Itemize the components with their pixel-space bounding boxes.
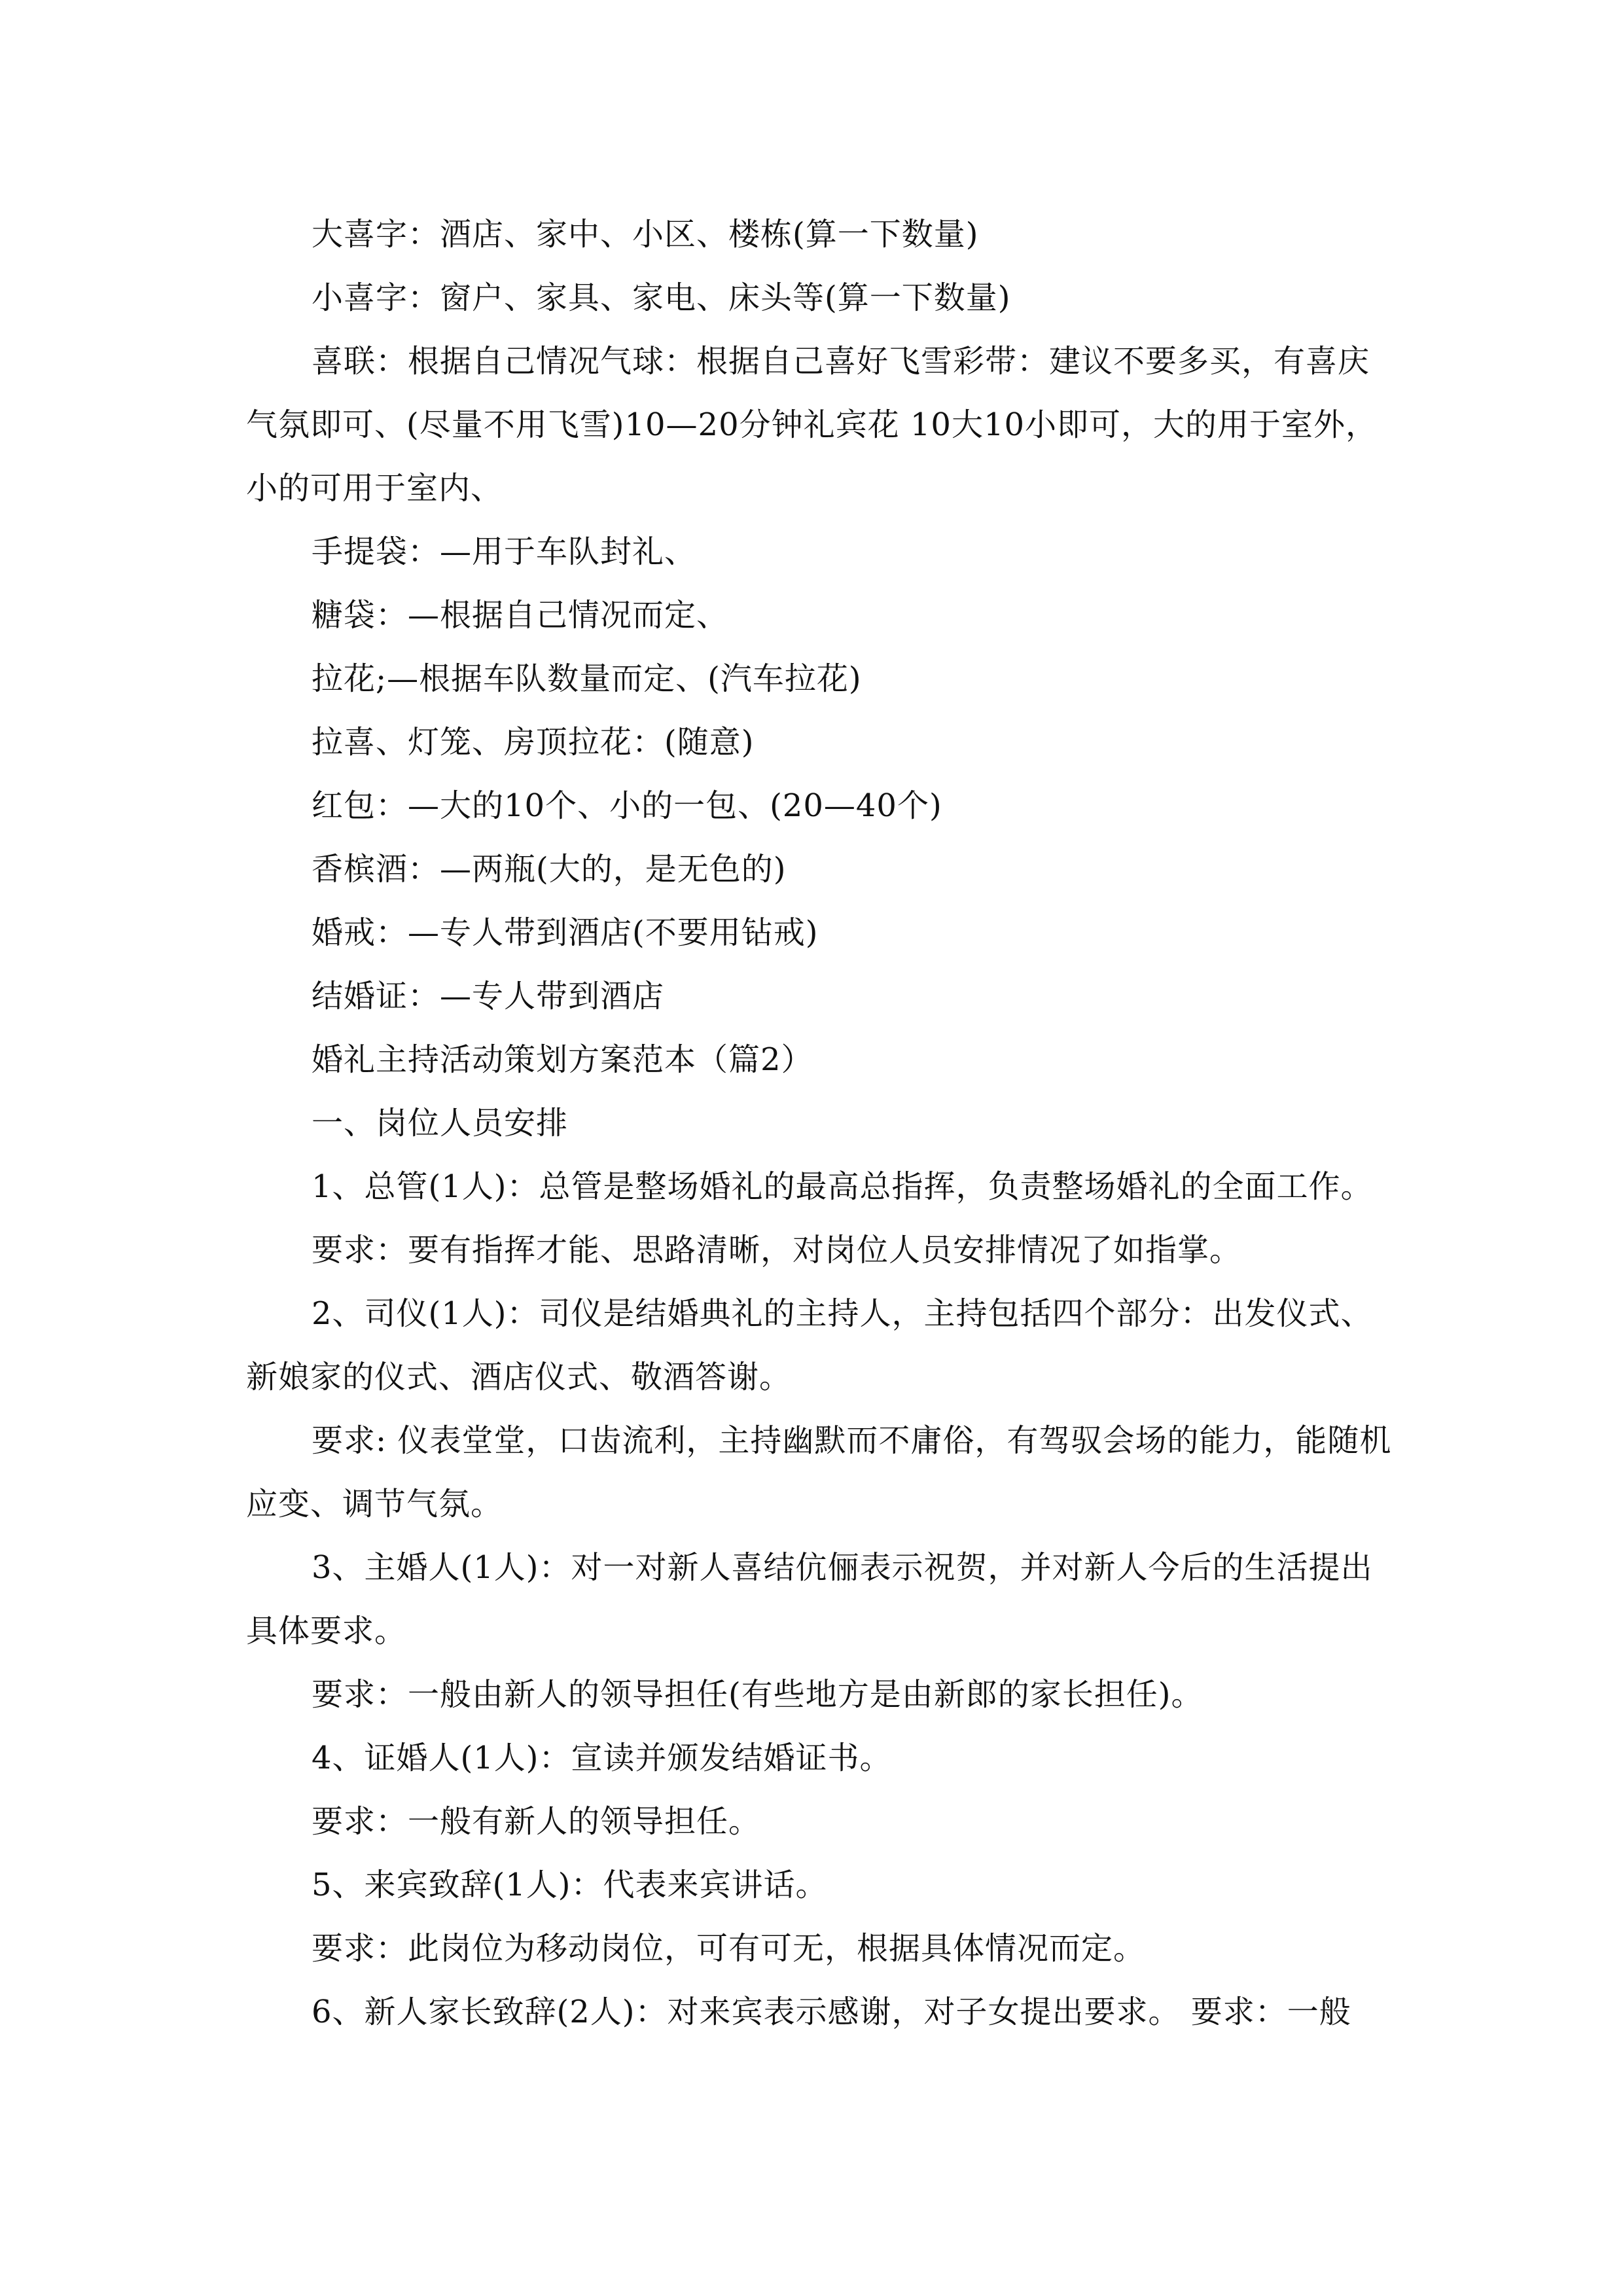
paragraph-role-host: 2、司仪(1人)：司仪是结婚典礼的主持人，主持包括四个部分：出发仪式、新娘家的仪式、酒店仪式、敬酒答谢。 xyxy=(246,1295,1373,1395)
paragraph-role-guest-speech: 5、来宾致辞(1人)：代表来宾讲话。 xyxy=(312,1867,828,1903)
paragraph-handbags: 手提袋：—用于车队封礼、 xyxy=(312,533,697,570)
paragraph-role-parents-speech: 6、新人家长致辞(2人)：对来宾表示感谢，对子女提出要求。 要求：一般 xyxy=(312,1994,1351,2030)
paragraph-requirement-manager: 要求：要有指挥才能、思路清晰，对岗位人员安排情况了如指掌。 xyxy=(312,1232,1242,1268)
paragraph-couplets-balloons: 喜联：根据自己情况气球：根据自己喜好飞雪彩带：建议不要多买，有喜庆气氛即可、(尽量不用飞雪)10—20分钟礼宾花 10大10小即可，大的用于室外，小的可用于室内、 xyxy=(246,343,1378,507)
paragraph-champagne: 香槟酒：—两瓶(大的，是无色的) xyxy=(312,851,787,888)
document-body xyxy=(246,203,1398,2044)
paragraph-car-ribbons: 拉花;—根据车队数量而定、(汽车拉花) xyxy=(312,660,862,697)
paragraph-requirement-witness: 要求：一般有新人的领导担任。 xyxy=(312,1803,761,1840)
paragraph-wedding-rings: 婚戒：—专人带到酒店(不要用钻戒) xyxy=(312,914,819,951)
paragraph-red-envelopes: 红包：—大的10个、小的一包、(20—40个) xyxy=(312,787,942,824)
paragraph-role-officiant: 3、主婚人(1人)：对一对新人喜结伉俪表示祝贺，并对新人今后的生活提出具体要求。 xyxy=(246,1549,1373,1649)
paragraph-requirement-guest-speech: 要求：此岗位为移动岗位，可有可无，根据具体情况而定。 xyxy=(312,1930,1146,1967)
section-title-plan-2: 婚礼主持活动策划方案范本（篇2） xyxy=(312,1041,813,1078)
paragraph-lanterns: 拉喜、灯笼、房顶拉花：(随意) xyxy=(312,724,755,761)
section-heading-staff: 一、岗位人员安排 xyxy=(312,1105,569,1141)
paragraph-role-witness: 4、证婚人(1人)：宣读并颁发结婚证书。 xyxy=(312,1740,892,1776)
paragraph-requirement-officiant: 要求：一般由新人的领导担任(有些地方是由新郎的家长担任)。 xyxy=(312,1676,1204,1713)
paragraph-requirement-host: 要求: 仪表堂堂，口齿流利，主持幽默而不庸俗，有驾驭会场的能力，能随机应变、调节气氛。 xyxy=(246,1422,1392,1522)
paragraph-marriage-certificate: 结婚证：—专人带到酒店 xyxy=(312,978,665,1014)
paragraph-big-xi-characters: 大喜字：酒店、家中、小区、楼栋(算一下数量) xyxy=(312,216,979,253)
paragraph-small-xi-characters: 小喜字：窗户、家具、家电、床头等(算一下数量) xyxy=(312,279,1011,316)
paragraph-role-manager: 1、总管(1人)：总管是整场婚礼的最高总指挥，负责整场婚礼的全面工作。 xyxy=(312,1168,1373,1205)
paragraph-candy-bags: 糖袋：—根据自己情况而定、 xyxy=(312,597,729,634)
